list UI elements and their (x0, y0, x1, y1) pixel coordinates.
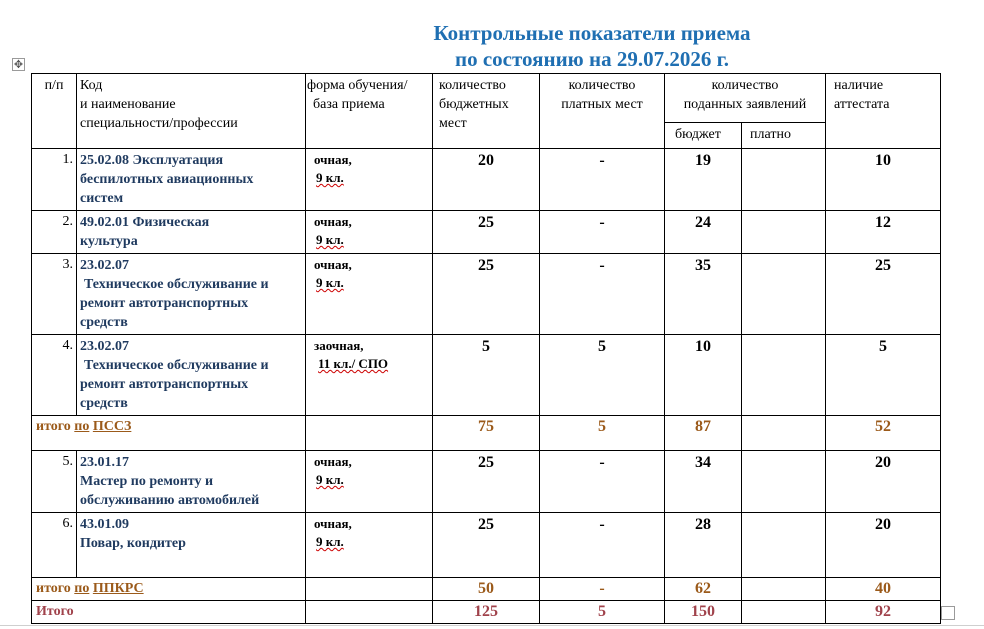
cert-cell: 25 (826, 254, 941, 335)
budget-cell: 25 (433, 254, 540, 335)
form-line1: очная, (314, 152, 352, 167)
total-form-cell (306, 601, 433, 624)
form-line2: 11 кл./ СПО (318, 356, 389, 371)
subtotal-apps-budget: 62 (665, 578, 742, 601)
subtotal-cert: 40 (826, 578, 941, 601)
header-code (77, 74, 306, 149)
paid-cell: 5 (540, 335, 665, 416)
subtotal-label-b: по (74, 581, 90, 596)
row-number: 6. (32, 513, 77, 578)
specialty-name-line2: Техническое обслуживание и (84, 277, 269, 292)
specialty-code: 23.01.17 (80, 455, 129, 470)
row-number: 4. (32, 335, 77, 416)
title-line-1: Контрольные показатели приема (433, 21, 751, 45)
header-form-line2: база приема (313, 97, 385, 112)
form-line1: очная, (314, 516, 352, 531)
header-apps (665, 74, 826, 123)
subtotal-label (32, 578, 306, 601)
page-title (0, 20, 984, 72)
specialty-name-line2: беспилотных авиационных (80, 172, 254, 187)
form-cell (306, 254, 433, 335)
subtotal-budget: 50 (433, 578, 540, 601)
form-line1: очная, (314, 257, 352, 272)
paid-cell: - (540, 149, 665, 211)
form-cell (306, 211, 433, 254)
specialty-cell (77, 254, 306, 335)
subtotal-cert: 52 (826, 416, 941, 451)
header-budget-line1: количество (439, 78, 506, 93)
header-apps-paid: платно (742, 123, 826, 149)
total-paid: 5 (540, 601, 665, 624)
paid-cell: - (540, 451, 665, 513)
form-line2: 9 кл. (316, 170, 344, 185)
specialty-name-line4: средств (80, 396, 128, 411)
specialty-code: 23.02.07 (80, 339, 129, 354)
specialty-cell (77, 451, 306, 513)
apps-paid-cell (742, 211, 826, 254)
specialty-code: 25.02.08 (80, 153, 129, 168)
header-cert-line2: аттестата (834, 97, 890, 112)
specialty-cell (77, 513, 306, 578)
specialty-code: 49.02.01 (80, 215, 129, 230)
apps-budget-cell: 10 (665, 335, 742, 416)
form-line2: 9 кл. (316, 232, 344, 247)
paid-cell: - (540, 513, 665, 578)
specialty-name-line2: Повар, кондитер (80, 536, 186, 551)
total-cert: 92 (826, 601, 941, 624)
specialty-name-line2: Техническое обслуживание и (84, 358, 269, 373)
header-code-line2: и наименование (80, 97, 176, 112)
apps-paid-cell (742, 254, 826, 335)
budget-cell: 25 (433, 513, 540, 578)
paid-cell: - (540, 211, 665, 254)
total-row (32, 601, 941, 624)
subtotal-label-a: итого (36, 419, 71, 434)
form-line2: 9 кл. (316, 472, 344, 487)
subtotal-apps-paid (742, 416, 826, 451)
cert-cell: 5 (826, 335, 941, 416)
header-code-line3: специальности/профессии (80, 116, 238, 131)
header-cert-line1: наличие (834, 78, 884, 93)
cert-cell: 20 (826, 513, 941, 578)
specialty-name-line3: систем (80, 191, 124, 206)
subtotal-form-cell (306, 578, 433, 601)
table-row (32, 149, 941, 211)
apps-paid-cell (742, 451, 826, 513)
apps-budget-cell: 35 (665, 254, 742, 335)
total-apps-budget: 150 (665, 601, 742, 624)
budget-cell: 5 (433, 335, 540, 416)
specialty-cell (77, 335, 306, 416)
title-line-2: по состоянию на 29.07.2026 г. (454, 47, 729, 71)
specialty-name-line2: Мастер по ремонту и (80, 474, 214, 489)
specialty-name: Физическая (132, 215, 210, 230)
table-row (32, 335, 941, 416)
page-divider (0, 625, 984, 626)
apps-paid-cell (742, 513, 826, 578)
subtotal-paid: - (540, 578, 665, 601)
header-apps-line1: количество (711, 78, 779, 93)
specialty-name-line3: ремонт автотранспортных (80, 377, 249, 392)
row-number: 1. (32, 149, 77, 211)
form-line1: очная, (314, 214, 352, 229)
subtotal-row (32, 578, 941, 601)
row-number: 5. (32, 451, 77, 513)
subtotal-row (32, 416, 941, 451)
header-paid-line2: платных мест (561, 97, 643, 112)
subtotal-apps-paid (742, 578, 826, 601)
subtotal-label (32, 416, 306, 451)
total-budget: 125 (433, 601, 540, 624)
specialty-cell (77, 149, 306, 211)
apps-budget-cell: 28 (665, 513, 742, 578)
subtotal-label-b: по (74, 419, 90, 434)
apps-budget-cell: 19 (665, 149, 742, 211)
budget-cell: 25 (433, 211, 540, 254)
cert-cell: 12 (826, 211, 941, 254)
specialty-cell (77, 211, 306, 254)
row-number: 3. (32, 254, 77, 335)
table-row (32, 451, 941, 513)
specialty-name: Эксплуатация (132, 153, 224, 168)
header-code-line1: Код (80, 78, 103, 93)
budget-cell: 20 (433, 149, 540, 211)
header-form (306, 74, 433, 149)
apps-budget-cell: 24 (665, 211, 742, 254)
header-apps-line2: поданных заявлений (683, 97, 807, 112)
specialty-name-line3: обслуживанию автомобилей (80, 493, 260, 508)
subtotal-paid: 5 (540, 416, 665, 451)
subtotal-label-a: итого (36, 581, 71, 596)
header-paid (540, 74, 665, 149)
cert-cell: 10 (826, 149, 941, 211)
paid-cell: - (540, 254, 665, 335)
specialty-code: 43.01.09 (80, 517, 129, 532)
apps-budget-cell: 34 (665, 451, 742, 513)
subtotal-apps-budget: 87 (665, 416, 742, 451)
total-label: Итого (32, 601, 306, 624)
header-budget-line3: мест (439, 116, 467, 131)
header-apps-budget: бюджет (665, 123, 742, 149)
header-budget (433, 74, 540, 149)
subtotal-label-c: ППКРС (92, 581, 144, 596)
form-cell (306, 335, 433, 416)
form-line2: 9 кл. (316, 275, 344, 290)
apps-paid-cell (742, 149, 826, 211)
form-cell (306, 513, 433, 578)
table-row (32, 211, 941, 254)
header-form-line1: форма обучения/ (307, 78, 408, 93)
specialty-name-line3: ремонт автотранспортных (80, 296, 249, 311)
subtotal-label-c: ПССЗ (92, 419, 132, 434)
form-cell (306, 149, 433, 211)
apps-paid-cell (742, 335, 826, 416)
header-cert (826, 74, 941, 149)
row-number: 2. (32, 211, 77, 254)
total-apps-paid (742, 601, 826, 624)
header-pp: п/п (32, 74, 77, 149)
table-row (32, 254, 941, 335)
specialty-name-line2: культура (80, 234, 138, 249)
specialty-code: 23.02.07 (80, 258, 129, 273)
form-cell (306, 451, 433, 513)
admission-table (31, 73, 941, 624)
subtotal-form-cell (306, 416, 433, 451)
header-paid-line1: количество (568, 78, 636, 93)
specialty-name-line4: средств (80, 315, 128, 330)
resize-handle-icon[interactable] (941, 606, 955, 620)
cert-cell: 20 (826, 451, 941, 513)
subtotal-budget: 75 (433, 416, 540, 451)
form-line1: заочная, (314, 338, 364, 353)
budget-cell: 25 (433, 451, 540, 513)
table-row (32, 513, 941, 578)
header-budget-line2: бюджетных (439, 97, 509, 112)
move-handle-icon[interactable]: ✥ (13, 58, 24, 71)
form-line1: очная, (314, 454, 352, 469)
form-line2: 9 кл. (316, 534, 344, 549)
